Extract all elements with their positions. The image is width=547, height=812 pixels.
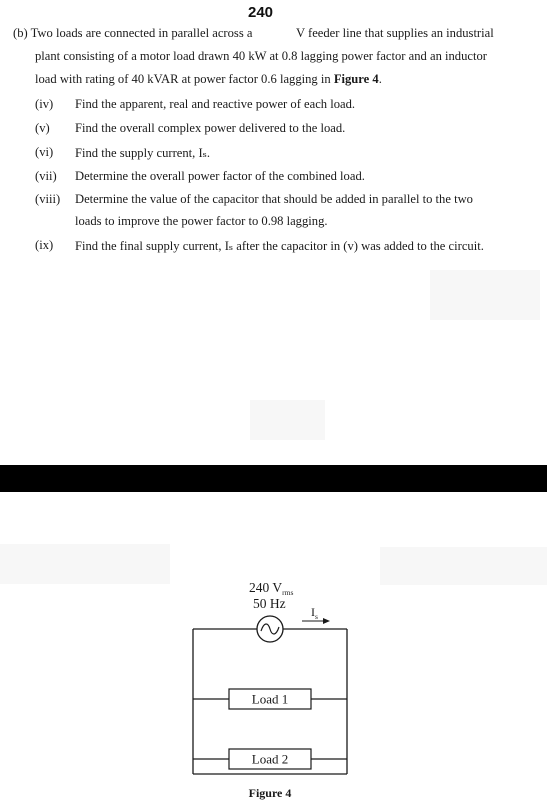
problem-line-2: plant consisting of a motor load drawn 40 kW at 0.8 lagging power factor and an inductor (35, 49, 487, 63)
handwritten-voltage-value: 240 (248, 4, 274, 21)
supply-current-symbol: I (311, 605, 315, 619)
supply-current-subscript: s (315, 612, 318, 621)
item-text-viii: Determine the value of the capacitor that should be added in parallel to the two (75, 192, 473, 206)
source-frequency-label: 50 Hz (253, 596, 286, 611)
item-number-iv: (iv) (35, 97, 54, 111)
load2-label: Load 2 (251, 751, 289, 767)
item-text-vi: Find the supply current, Iₛ. (75, 146, 211, 160)
figure-reference: Figure 4 (333, 72, 379, 86)
current-arrow-head (323, 618, 330, 624)
problem-line-1b: V feeder line that supplies an industrial (296, 26, 494, 40)
item-number-ix: (ix) (35, 238, 54, 252)
source-voltage-label (249, 580, 293, 597)
item-text-viii-continued: loads to improve the power factor to 0.98 lagging. (75, 214, 328, 228)
source-voltage-value: 240 V (249, 580, 283, 595)
item-number-vii: (vii) (35, 169, 57, 183)
supply-current-label (311, 605, 318, 621)
problem-line-3-text: load with rating of 40 kVAR at power factor 0.6 lagging in (35, 72, 334, 86)
item-number-viii: (viii) (35, 192, 61, 206)
item-text-vii: Determine the overall power factor of the combined load. (75, 169, 365, 183)
problem-line-1a: (b) Two loads are connected in parallel across a (13, 26, 253, 40)
load1-label: Load 1 (251, 691, 289, 707)
item-text-iv: Find the apparent, real and reactive power of each load. (75, 97, 356, 111)
source-voltage-subscript: rms (282, 588, 294, 597)
figure-caption: Figure 4 (248, 786, 292, 800)
problem-line-3-end: . (378, 72, 382, 86)
item-text-ix: Find the final supply current, Iₛ after the capacitor in (v) was added to the circuit. (75, 239, 484, 253)
item-text-v: Find the overall complex power delivered to the load. (75, 121, 346, 135)
item-number-v: (v) (35, 121, 50, 135)
item-number-vi: (vi) (35, 145, 54, 159)
